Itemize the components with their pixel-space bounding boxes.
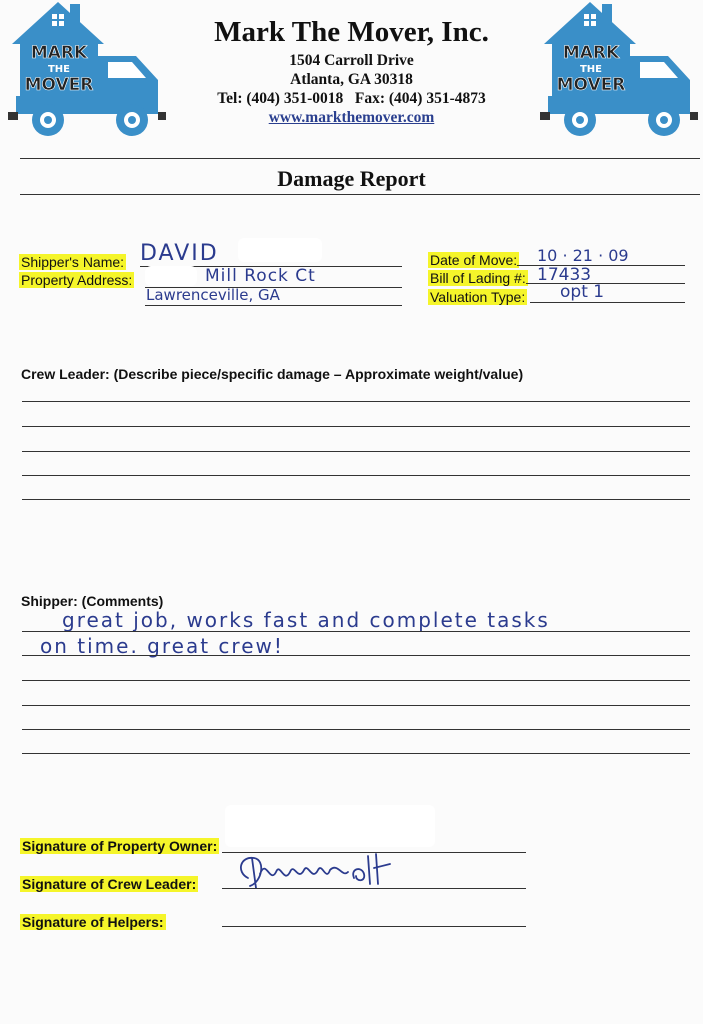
shipper-comments-label: Shipper: (Comments): [21, 593, 164, 609]
shipper-comment-rule: [22, 705, 690, 706]
shipper-name-label: Shipper's Name:: [21, 254, 125, 270]
helpers-signature-label: Signature of Helpers:: [22, 914, 164, 930]
svg-text:MOVER: MOVER: [24, 75, 94, 95]
shipper-comment-line1: great job, works fast and complete tasks: [62, 608, 550, 632]
crew-leader-line: [22, 475, 690, 476]
crew-leader-signature: [230, 848, 430, 897]
shipper-comment-line2: on time. great crew!: [40, 634, 284, 658]
shipper-comment-rule: [22, 753, 690, 754]
property-address-line2-value: Lawrenceville, GA: [146, 286, 280, 304]
crew-leader-line: [22, 499, 690, 500]
company-name: Mark The Mover, Inc.: [214, 16, 489, 48]
date-of-move-value: 10 · 21 · 09: [537, 246, 629, 265]
bill-of-lading-label: Bill of Lading #:: [430, 270, 526, 286]
svg-text:THE: THE: [47, 64, 71, 75]
redaction-smudge: [225, 805, 435, 847]
valuation-type-line: [530, 302, 685, 303]
crew-leader-label: Crew Leader: (Describe piece/specific damage – Approximate weight/value): [21, 366, 524, 382]
shipper-comment-rule: [22, 655, 690, 656]
valuation-type-value: opt 1: [560, 282, 605, 302]
company-phone-fax: Tel: (404) 351-0018 Fax: (404) 351-4873: [217, 90, 486, 107]
company-website-link[interactable]: www.markthemover.com: [268, 109, 435, 126]
company-address-line2: Atlanta, GA 30318: [290, 71, 413, 88]
svg-text:MARK: MARK: [30, 43, 88, 63]
property-owner-signature-label: Signature of Property Owner:: [22, 838, 218, 854]
crew-leader-line: [22, 426, 690, 427]
shipper-comment-rule: [22, 680, 690, 681]
crew-leader-signature-label: Signature of Crew Leader:: [22, 876, 197, 892]
property-address-label: Property Address:: [21, 272, 133, 288]
svg-text:THE: THE: [579, 64, 603, 75]
crew-leader-line: [22, 451, 690, 452]
bill-of-lading-line: [526, 283, 685, 284]
title-bottom-rule: [20, 194, 700, 195]
title-top-rule: [20, 158, 700, 159]
redaction-smudge: [238, 238, 322, 262]
shipper-name-value: DAVID: [140, 241, 219, 266]
crew-leader-signature-line: [222, 888, 526, 889]
date-of-move-label: Date of Move:: [430, 252, 518, 268]
svg-text:MARK: MARK: [562, 43, 620, 63]
crew-leader-line: [22, 401, 690, 402]
redaction-smudge: [145, 266, 197, 286]
property-address-line2: [145, 305, 402, 306]
document-title: Damage Report: [277, 166, 426, 191]
svg-text:MOVER: MOVER: [556, 75, 626, 95]
bill-of-lading-value: 17433: [537, 265, 592, 285]
shipper-comment-rule: [22, 631, 690, 632]
company-address-line1: 1504 Carroll Drive: [289, 52, 414, 69]
helpers-signature-line: [222, 926, 526, 927]
property-address-line1-value: Mill Rock Ct: [205, 266, 316, 286]
valuation-type-label: Valuation Type:: [430, 289, 526, 305]
shipper-comment-rule: [22, 729, 690, 730]
